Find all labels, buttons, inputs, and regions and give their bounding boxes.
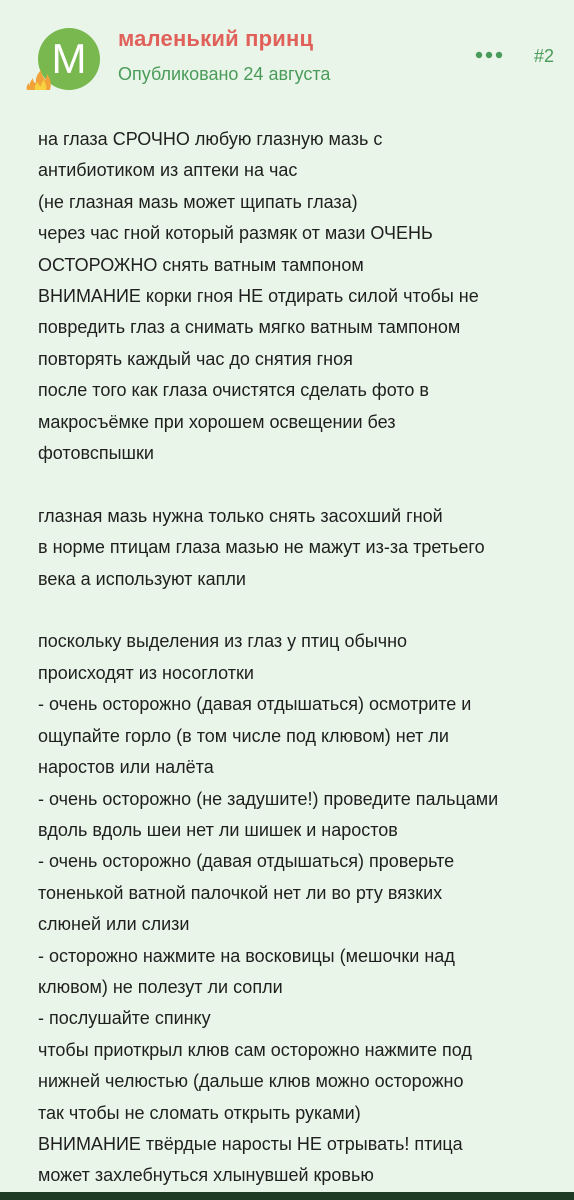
text-line: - очень осторожно (давая отдышаться) проверьте bbox=[38, 851, 455, 872]
text-line: века а используют капли bbox=[38, 568, 246, 589]
author-avatar-group[interactable] bbox=[26, 28, 102, 94]
bottom-divider bbox=[0, 1192, 574, 1200]
text-line: ОСТОРОЖНО снять ватным тампоном bbox=[38, 254, 364, 275]
text-line: фотовспышки bbox=[38, 443, 154, 464]
paragraph bbox=[38, 124, 558, 469]
text-line: повторять каждый час до снятия гноя bbox=[38, 348, 353, 369]
text-line: - очень осторожно (не задушите!) проведите пальцами bbox=[38, 788, 499, 809]
text-line: вдоль вдоль шеи нет ли шишек и наростов bbox=[38, 819, 398, 840]
paragraph-spacer bbox=[38, 469, 558, 500]
more-dots-icon[interactable] bbox=[474, 50, 504, 60]
text-line: наростов или налёта bbox=[38, 757, 214, 778]
text-line: так чтобы не сломать открыть руками) bbox=[38, 1102, 361, 1123]
text-line: антибиотиком из аптеки на час bbox=[38, 160, 298, 181]
text-line: в норме птицам глаза мазью не мажут из-за третьего bbox=[38, 537, 485, 558]
text-line: поскольку выделения из глаз у птиц обычно bbox=[38, 631, 408, 652]
post-content bbox=[38, 124, 558, 1192]
text-line: клювом) не полезут ли сопли bbox=[38, 976, 283, 997]
text-line: на глаза СРОЧНО любую глазную мазь с bbox=[38, 129, 383, 149]
text-line: слюней или слизи bbox=[38, 914, 190, 935]
text-line: после того как глаза очистятся сделать фото в bbox=[38, 380, 429, 401]
post-number-link[interactable]: #2 bbox=[533, 46, 554, 66]
paragraph-spacer bbox=[38, 595, 558, 626]
paragraph bbox=[38, 626, 558, 1191]
text-line: повредить глаз а снимать мягко ватным тампоном bbox=[38, 317, 461, 338]
text-line: происходят из носоглотки bbox=[38, 662, 254, 683]
text-line: макросъёмке при хорошем освещении без bbox=[38, 411, 396, 432]
paragraph bbox=[38, 501, 558, 595]
text-line: нижней челюстью (дальше клюв можно осторожно bbox=[38, 1071, 464, 1092]
text-line: глазная мазь нужна только снять засохший гной bbox=[38, 505, 443, 526]
text-line: ВНИМАНИЕ твёрдые наросты НЕ отрывать! птица bbox=[38, 1133, 463, 1154]
text-line: чтобы приоткрыл клюв сам осторожно нажмите под bbox=[38, 1039, 472, 1060]
text-line: - очень осторожно (давая отдышаться) осмотрите и bbox=[38, 694, 472, 715]
author-name[interactable]: маленький принц bbox=[118, 26, 314, 51]
flame-icon bbox=[26, 62, 56, 92]
text-line: ВНИМАНИЕ корки гноя НЕ отдирать силой чтобы не bbox=[38, 286, 479, 307]
text-line: (не глазная мазь может щипать глаза) bbox=[38, 191, 358, 212]
text-line: тоненькой ватной палочкой нет ли во рту вязких bbox=[38, 882, 443, 903]
text-line: - осторожно нажмите на восковицы (мешочки над bbox=[38, 945, 455, 966]
text-line: - послушайте спинку bbox=[38, 1008, 211, 1029]
text-line: может захлебнуться хлынувшей кровью bbox=[38, 1165, 374, 1186]
text-line: через час гной который размяк от мази ОЧЕНЬ bbox=[38, 223, 433, 244]
text-line: ощупайте горло (в том числе под клювом) нет ли bbox=[38, 725, 449, 746]
publish-date: Опубликовано 24 августа bbox=[118, 64, 331, 84]
avatar[interactable]: M bbox=[38, 28, 100, 90]
